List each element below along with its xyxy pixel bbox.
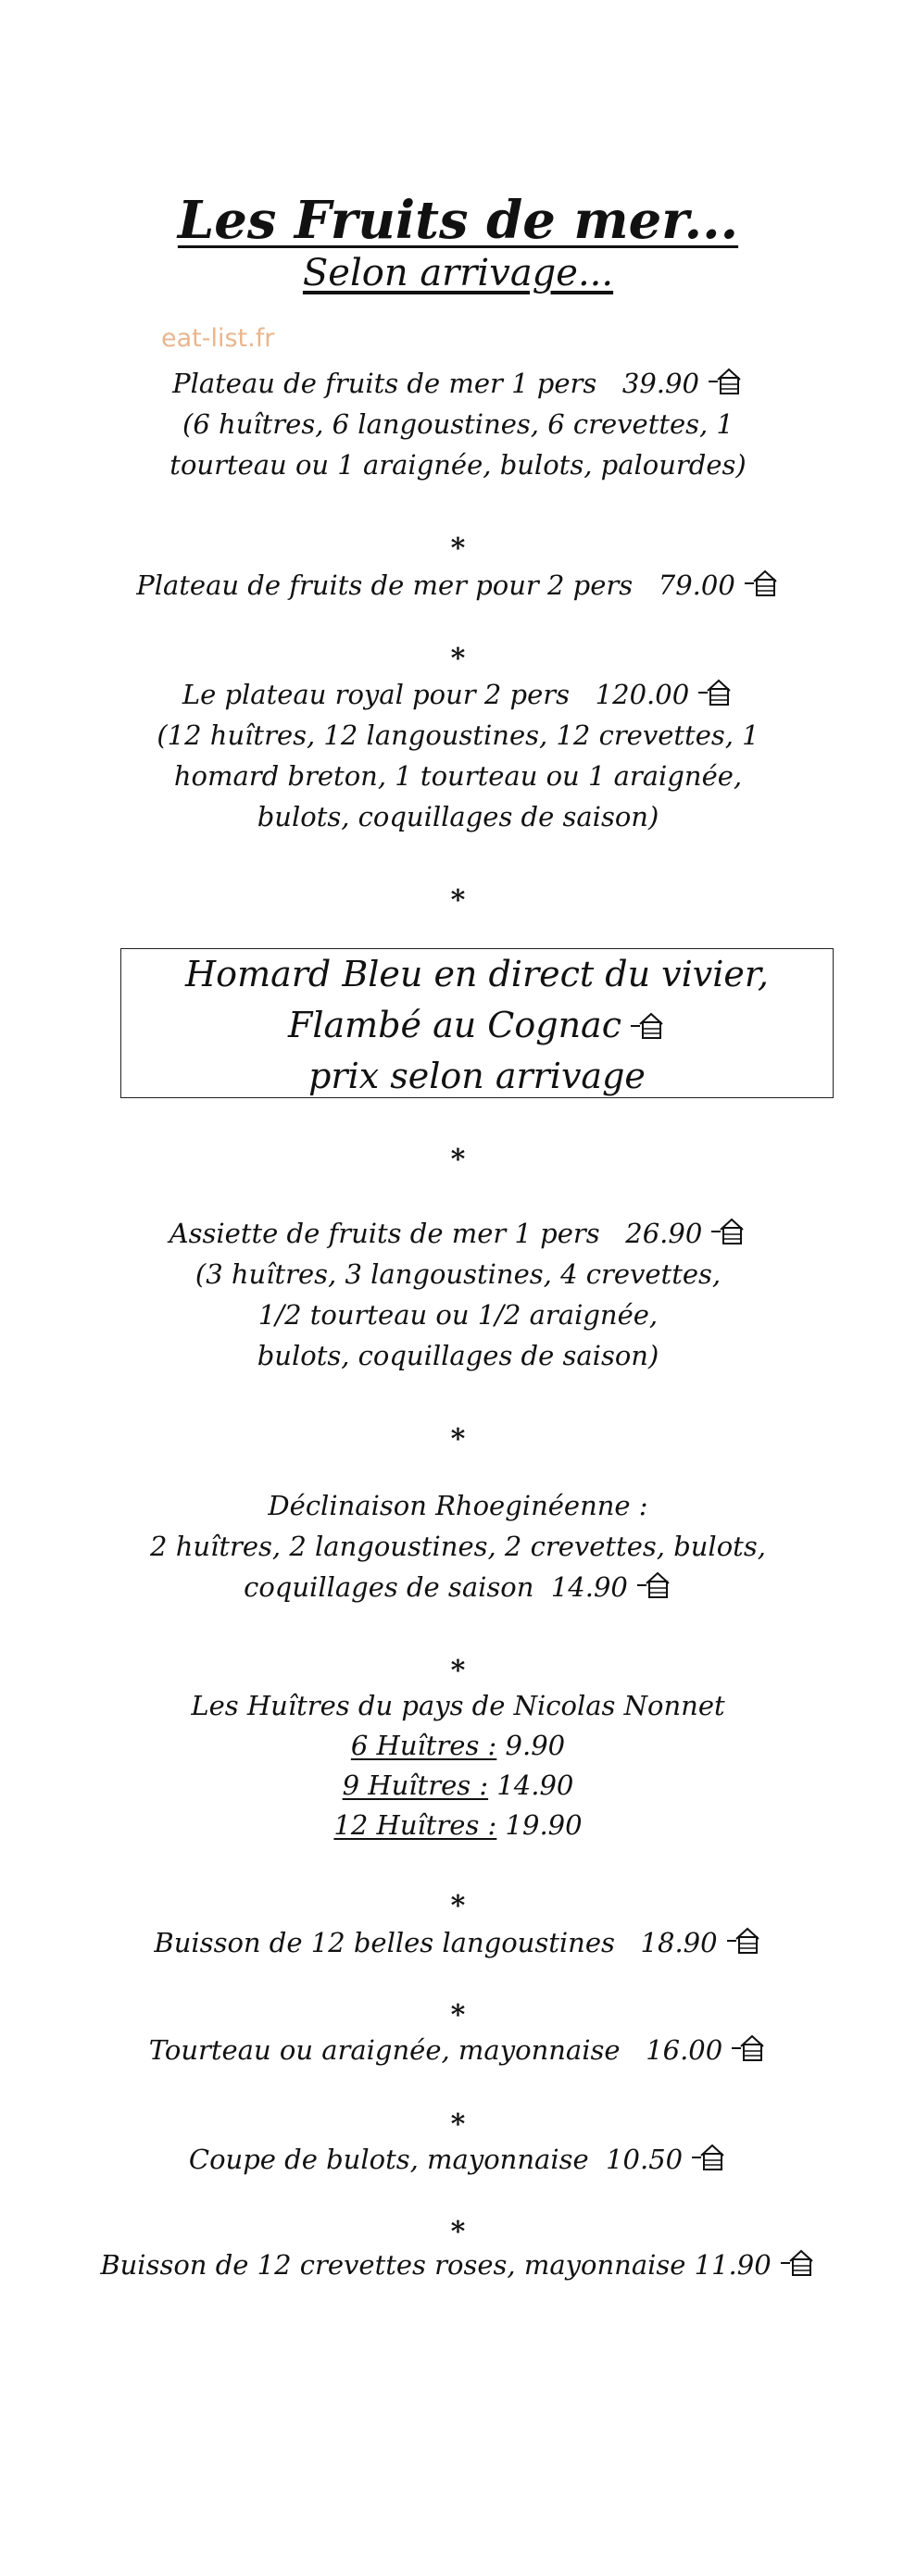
menu-item-plateau-2	[0, 565, 916, 606]
huitres-option-label: 12 Huîtres :	[333, 1809, 497, 1841]
separator: *	[450, 643, 466, 675]
menu-item-assiette	[0, 1213, 916, 1376]
item-name: Buisson de 12 crevettes roses, mayonnaise	[100, 2249, 686, 2281]
menu-item-tourteau	[0, 2030, 916, 2070]
item-detail: homard breton, 1 tourteau ou 1 araignée,	[173, 760, 743, 792]
menu-subtitle: Selon arrivage...	[302, 252, 614, 294]
item-price: 14.90	[550, 1571, 628, 1603]
takeaway-house-icon	[779, 2246, 816, 2278]
item-price: 120.00	[595, 679, 690, 710]
homard-line-1: Homard Bleu en direct du vivier,	[185, 954, 769, 994]
declinaison-line-1: 2 huîtres, 2 langoustines, 2 crevettes, bulots,	[150, 1531, 766, 1562]
takeaway-house-icon	[696, 676, 734, 707]
item-name: Plateau de fruits de mer 1 pers	[172, 368, 597, 399]
item-price: 11.90	[694, 2249, 772, 2281]
menu-item-langoustines	[0, 1922, 916, 1963]
item-detail: bulots, coquillages de saison)	[257, 1340, 659, 1371]
item-price: 39.90	[621, 368, 699, 399]
homard-box	[120, 948, 834, 1098]
huitres-option-label: 6 Huîtres :	[350, 1730, 497, 1761]
menu-item-bulots	[0, 2139, 916, 2180]
item-name: Buisson de 12 belles langoustines	[154, 1927, 615, 1958]
menu-item-huitres	[0, 1685, 916, 1845]
huitres-option-price: 14.90	[496, 1769, 574, 1801]
separator: *	[450, 1999, 466, 2032]
declinaison-title: Déclinaison Rhoeginéenne :	[268, 1490, 648, 1521]
item-name: Coupe de bulots, mayonnaise	[188, 2144, 589, 2175]
item-detail: bulots, coquillages de saison)	[257, 801, 659, 832]
huitres-option-price: 19.90	[505, 1809, 583, 1841]
separator: *	[450, 1890, 466, 1922]
item-price: 18.90	[640, 1927, 718, 1958]
takeaway-house-icon	[725, 1924, 762, 1956]
huitres-title: Les Huîtres du pays de Nicolas Nonnet	[191, 1690, 725, 1721]
separator: *	[450, 1423, 466, 1456]
item-price: 16.00	[646, 2034, 723, 2066]
takeaway-house-icon	[743, 567, 780, 598]
menu-title: Les Fruits de mer...	[177, 190, 739, 251]
item-price: 79.00	[658, 569, 735, 601]
separator: *	[450, 2108, 466, 2141]
item-detail: (3 huîtres, 3 langoustines, 4 crevettes,	[194, 1258, 722, 1290]
takeaway-house-icon	[690, 2141, 727, 2172]
separator: *	[450, 2216, 466, 2248]
takeaway-house-icon	[730, 2032, 767, 2063]
takeaway-house-icon	[709, 1215, 747, 1246]
item-name: Plateau de fruits de mer pour 2 pers	[136, 569, 634, 601]
homard-line-2: Flambé au Cognac	[288, 1005, 621, 1045]
homard-line-3: prix selon arrivage	[308, 1056, 646, 1096]
huitres-option-price: 9.90	[505, 1730, 566, 1761]
menu-item-declinaison	[0, 1485, 916, 1607]
takeaway-house-icon	[629, 1009, 666, 1041]
menu-item-plateau-1	[0, 363, 916, 485]
separator: *	[450, 1655, 466, 1687]
item-name: Le plateau royal pour 2 pers	[182, 679, 571, 710]
watermark: eat-list.fr	[161, 324, 275, 353]
item-detail: (6 huîtres, 6 langoustines, 6 crevettes, 1	[182, 408, 734, 440]
takeaway-house-icon	[707, 365, 744, 396]
item-detail: (12 huîtres, 12 langoustines, 12 crevettes, 1	[157, 719, 759, 751]
item-detail: 1/2 tourteau ou 1/2 araignée,	[257, 1299, 659, 1331]
menu-item-plateau-royal	[0, 674, 916, 837]
menu-item-crevettes	[0, 2245, 916, 2285]
huitres-option-label: 9 Huîtres :	[342, 1769, 489, 1801]
item-detail: tourteau ou 1 araignée, bulots, palourdes)	[169, 449, 747, 481]
item-price: 10.50	[606, 2144, 684, 2175]
separator: *	[450, 884, 466, 917]
item-name: Tourteau ou araignée, mayonnaise	[148, 2034, 621, 2066]
declinaison-line-2: coquillages de saison	[244, 1571, 534, 1603]
separator: *	[450, 532, 466, 565]
takeaway-house-icon	[635, 1569, 672, 1600]
separator: *	[450, 1144, 466, 1176]
item-price: 26.90	[625, 1218, 703, 1249]
item-name: Assiette de fruits de mer 1 pers	[169, 1218, 600, 1249]
